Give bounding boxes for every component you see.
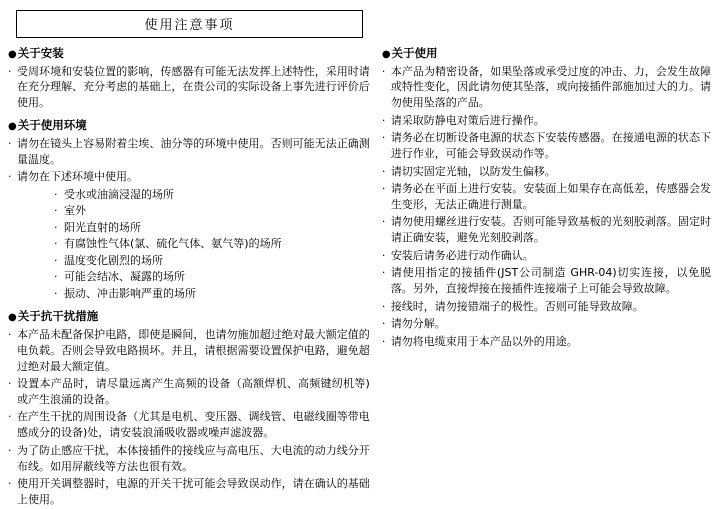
list-item	[382, 64, 711, 112]
sublist-item	[54, 220, 370, 237]
section-heading-text: 关于使用环境	[17, 118, 87, 133]
sublist-item-text: 有腐蚀性气体(氯、硫化气体、氨气等)的场所	[64, 237, 282, 251]
content-columns	[8, 46, 711, 509]
sublist-item	[54, 203, 370, 220]
sublist-item	[54, 236, 370, 253]
list-item	[382, 181, 711, 213]
list-item-text: 请使用指定的接插件(JST公司制造 GHR-04)切实连接，以免脱落。另外，直接焊接在接插件连接端子上可能会导致故障。	[390, 266, 711, 296]
sub-bullet-icon: ·	[54, 286, 58, 300]
item-bullet-icon: ·	[381, 266, 386, 280]
sublist-item	[54, 269, 370, 286]
list-item	[8, 169, 370, 185]
left-column	[8, 46, 376, 509]
list-item	[382, 265, 711, 297]
list-item-text: 接线时，请勿接错端子的极性。否则可能导致故障。	[390, 299, 644, 313]
sublist-item-text: 室外	[64, 204, 86, 218]
item-bullet-icon: ·	[8, 170, 12, 184]
item-bullet-icon: ·	[381, 334, 386, 348]
item-bullet-icon: ·	[8, 477, 12, 491]
bullet-icon: ●	[8, 121, 17, 133]
section-heading-text: 关于安装	[17, 46, 64, 60]
list-item	[8, 327, 370, 375]
section-heading-install	[8, 46, 370, 62]
sub-bullet-icon: ·	[54, 187, 58, 201]
item-bullet-icon: ·	[8, 64, 12, 78]
item-bullet-icon: ·	[381, 113, 386, 127]
list-item	[382, 130, 711, 162]
list-item	[382, 248, 711, 264]
list-item-text: 请勿在下述环境中使用。	[17, 170, 138, 184]
item-bullet-icon: ·	[8, 410, 12, 424]
section-heading-anti-interference	[8, 309, 370, 325]
item-bullet-icon: ·	[381, 182, 386, 196]
list-item-text: 本产品未配备保护电路，即使是瞬间，也请勿施加超过绝对最大额定值的电负载。否则会导致电路损坏。并且，请根据需要设置保护电路，避免超过绝对最大额定值。	[17, 327, 370, 373]
list-item-text: 请务必在平面上进行安装。安装面上如果存在高低差，传感器会发生变形，无法正确进行测量。	[390, 182, 711, 212]
item-bullet-icon: ·	[381, 164, 386, 178]
list-item-text: 设置本产品时，请尽量远离产生高频的设备（高额焊机、高频键纫机等)或产生浪涌的设备。	[17, 376, 370, 406]
item-bullet-icon: ·	[381, 248, 386, 262]
list-item-text: 请切实固定光轴，以防发生偏移。	[390, 164, 556, 178]
bullet-icon: ●	[8, 49, 17, 60]
list-item	[8, 376, 370, 408]
sub-bullet-icon: ·	[54, 253, 58, 267]
item-bullet-icon: ·	[381, 64, 386, 78]
sublist-environment	[8, 187, 370, 303]
sublist-item-text: 可能会结冰、凝露的场所	[64, 270, 185, 284]
sublist-item-text: 温度变化剧烈的场所	[64, 253, 163, 267]
sub-bullet-icon: ·	[54, 270, 58, 284]
section-heading-text: 关于抗干扰措施	[17, 309, 99, 324]
list-item	[382, 316, 711, 332]
bullet-icon: ●	[8, 312, 17, 324]
item-bullet-icon: ·	[8, 327, 12, 341]
sublist-item-text: 振动、冲击影响严重的场所	[64, 286, 196, 300]
item-bullet-icon: ·	[381, 317, 386, 331]
list-item-text: 使用开关调整器时，电源的开关干扰可能会导致误动作，请在确认的基础上使用。	[17, 477, 370, 507]
list-item-text: 请采取防静电对策后进行操作。	[390, 113, 545, 127]
item-bullet-icon: ·	[8, 443, 12, 457]
sublist-item	[54, 187, 370, 204]
list-item-text: 为了防止感应干扰，本体接插件的接线应与高电压、大电流的动力线分开布线。如用屏蔽线等方法也很有效。	[17, 443, 370, 473]
item-bullet-icon: ·	[381, 215, 386, 229]
list-item	[382, 113, 711, 129]
list-item	[382, 334, 711, 350]
list-item	[8, 443, 370, 475]
page-title: 使用注意事项	[16, 10, 363, 38]
list-item	[382, 164, 711, 180]
item-bullet-icon: ·	[381, 299, 386, 313]
list-item-text: 请勿在镜头上容易附着尘埃、油分等的环境中使用。否则可能无法正确测量温度。	[17, 136, 370, 166]
list-item	[8, 409, 370, 441]
item-bullet-icon: ·	[381, 131, 386, 145]
list-item	[382, 214, 711, 246]
list-item	[8, 476, 370, 508]
sublist-item-text: 阳光直射的场所	[64, 220, 141, 234]
sublist-item-text: 受水或油滴浸湿的场所	[64, 187, 174, 201]
sublist-item	[54, 286, 370, 303]
sub-bullet-icon: ·	[54, 204, 58, 218]
sub-bullet-icon: ·	[54, 220, 58, 234]
list-item-text: 请勿将电缆束用于本产品以外的用途。	[390, 334, 578, 348]
section-heading-environment	[8, 118, 370, 134]
item-bullet-icon: ·	[8, 376, 12, 390]
list-item	[382, 299, 711, 315]
list-item-text: 请勿分解。	[390, 317, 446, 331]
list-item	[8, 136, 370, 168]
list-item-text: 请务必在切断设备电源的状态下安装传感器。在接通电源的状态下进行作业，可能会导致误动作等。	[390, 131, 711, 161]
section-heading-usage	[382, 46, 711, 62]
list-item	[8, 64, 370, 112]
section-heading-text: 关于使用	[391, 46, 438, 60]
list-item-text: 在产生干扰的周围设备（尤其是电机、变压器、调线管、电磁线圈等带电感成分的设备)处，请安装浪涌吸收器或噪声滤波器。	[17, 410, 370, 440]
list-item-text: 请勿使用螺丝进行安装。否则可能导致基板的光刻胶剥落。固定时请正确安装，避免光刻胶剥落。	[390, 215, 711, 245]
right-column	[376, 46, 711, 509]
list-item-text: 本产品为精密设备，如果坠落或承受过度的冲击、力，会发生故障或特性变化，因此请勿使其坠落，或向接插件部施加过大的力。请勿使用坠落的产品。	[390, 64, 711, 110]
list-item-text: 安装后请务必进行动作确认。	[390, 248, 534, 262]
list-item-text: 受周环境和安装位置的影响，传感器有可能无法发挥上述特性，采用时请在充分理解、充分考虑的基础上，在贵公司的实际设备上事先进行评价后使用。	[17, 64, 370, 110]
bullet-icon: ●	[381, 49, 391, 60]
item-bullet-icon: ·	[8, 136, 12, 150]
sub-bullet-icon: ·	[54, 237, 58, 251]
sublist-item	[54, 253, 370, 270]
